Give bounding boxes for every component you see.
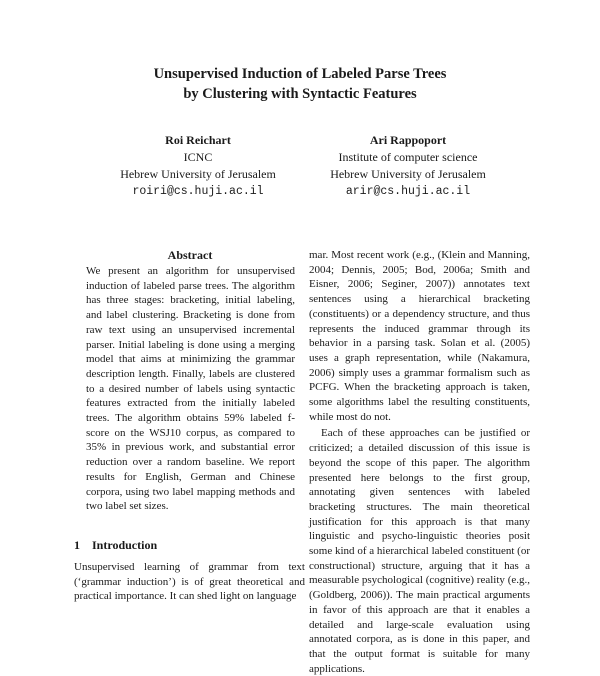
section-number: 1 <box>74 538 80 552</box>
title-line-2: by Clustering with Syntactic Features <box>183 86 417 102</box>
author-email: arir@cs.huji.ac.il <box>345 185 471 198</box>
author-affiliation: Institute of computer science <box>338 150 478 164</box>
title-line-1: Unsupervised Induction of Labeled Parse Trees <box>153 66 447 82</box>
author-affiliation: Hebrew University of Jerusalem <box>120 167 276 181</box>
abstract-text: We present an algorithm for unsupervised induction of labeled parse trees. The algorithm has three stages: bracketing, initial labeling, and label clustering. Bracketing is done from raw text using an unsupervised incremental parser. Initial labeling is done using a merging model that aims at minimizing the grammar description length. Finally, labels are clustered to a desired number of labels using syntactic features extracted from the initially labeled trees. The algorithm obtains 59% labeled f-score on the WSJ10 corpus, as compared to 35% in previous work, and substantial error reduction over a random baseline. We report results for English, German and Chinese corpora, using two label mapping methods and two label set sizes. <box>86 265 295 513</box>
paper-title <box>0 64 600 104</box>
author-email: roiri@cs.huji.ac.il <box>132 185 264 198</box>
section-title: Introduction <box>92 538 158 552</box>
section-heading <box>74 538 306 553</box>
author-block-1 <box>88 132 308 200</box>
introduction-text: Unsupervised learning of grammar from text (‘grammar induction’) is of great theoretical and practical importance. It can shed light on language <box>74 561 305 603</box>
author-block-2 <box>298 132 518 200</box>
body-paragraph: Each of these approaches can be justified or criticized; a detailed discussion of this issue is beyond the scope of this paper. The algorithm presented here belongs to the first group, annotating given sentences with labeled bracketing structures. The main theoretical justification for this approach is that many linguistic and psycho-linguistic theories posit some kind of a hierarchical labeled constituent (or constructional) structure, arguing that it has a measurable psychological (cognitive) reality (e.g., (Goldberg, 2006)). The main practical arguments in favor of this approach are that it enables a detailed and large-scale evaluation using annotated corpora, as is done in this paper, and that the output format is suitable for many applications. <box>309 427 530 675</box>
author-affiliation: Hebrew University of Jerusalem <box>330 167 486 181</box>
right-column <box>309 248 530 676</box>
author-name: Ari Rappoport <box>369 133 447 147</box>
body-paragraph: mar. Most recent work (e.g., (Klein and Manning, 2004; Dennis, 2005; Bod, 2006a; Smith and Eisner, 2006; Seginer, 2007)) annotates text sentences using a hierarchical bracketing (constituents) or a dependency structure, and thus represents the induced grammar through its behavior in a parsing task. Solan et al. (2005) uses a graph representation, while (Nakamura, 2006) simply uses a grammar formalism such as PCFG. When the bracketing approach is taken, some algorithms label the resulting constituents, while most do not. <box>309 249 530 423</box>
author-name: Roi Reichart <box>165 133 231 147</box>
author-affiliation: ICNC <box>183 150 213 164</box>
abstract-heading: Abstract <box>167 248 213 262</box>
